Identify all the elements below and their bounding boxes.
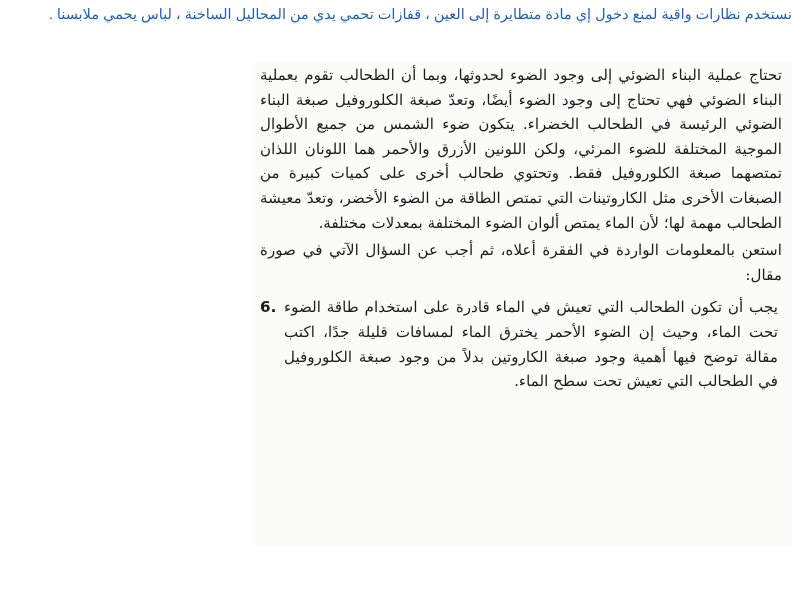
question-text: يجب أن تكون الطحالب التي تعيش في الماء قادرة على استخدام طاقة الضوء تحت الماء، وحيث إن الضوء الأحمر يخترق الماء لمسافات قليلة جدًا، اكتب مقالة توضح فيها أهمية وجود صبغة الكاروتين بدلاً من وجود صبغة الكلوروفيل في الطحالب التي تعيش تحت سطح الماء. [284,298,778,391]
photosynthesis-paragraph: تحتاج عملية البناء الضوئي إلى وجود الضوء لحدوثها، وبما أن الطحالب تقوم بعملية البناء الضوئي فهي تحتاج إلى وجود الضوء أيضًا، وتعدّ صبغة الكلوروفيل صبغة البناء الضوئي الرئيسة في الطحالب الخضراء. يتكون ضوء الشمس من جميع الأطوال الموجية المختلفة للضوء المرئي، ولكن اللونين الأزرق والأحمر هما اللونان اللذان تمتصهما صبغة الكلوروفيل فقط. وتحتوي طحالب أخرى على كميات كبيرة من الصبغات الأخرى مثل الكاروتينات التي تمتص الطاقة من الضوء الأخضر، وتعدّ معيشة الطحالب مهمة لها؛ لأن الماء يمتص ألوان الضوء المختلفة بمعدلات مختلفة. [260,66,782,232]
question-item [260,295,782,393]
header-note: نستخدم نظارات واقية لمنع دخول إي مادة متطايرة إلى العين ، قفازات تحمي يدي من المحاليل الساخنة ، لباس يحمي ملابسنا . [48,7,792,23]
question-number: 6. [260,298,277,317]
scanned-textbook-excerpt [252,63,792,545]
instruction-text: استعن بالمعلومات الواردة في الفقرة أعلاه، ثم أجب عن السؤال الآتي في صورة مقال: [260,241,782,284]
